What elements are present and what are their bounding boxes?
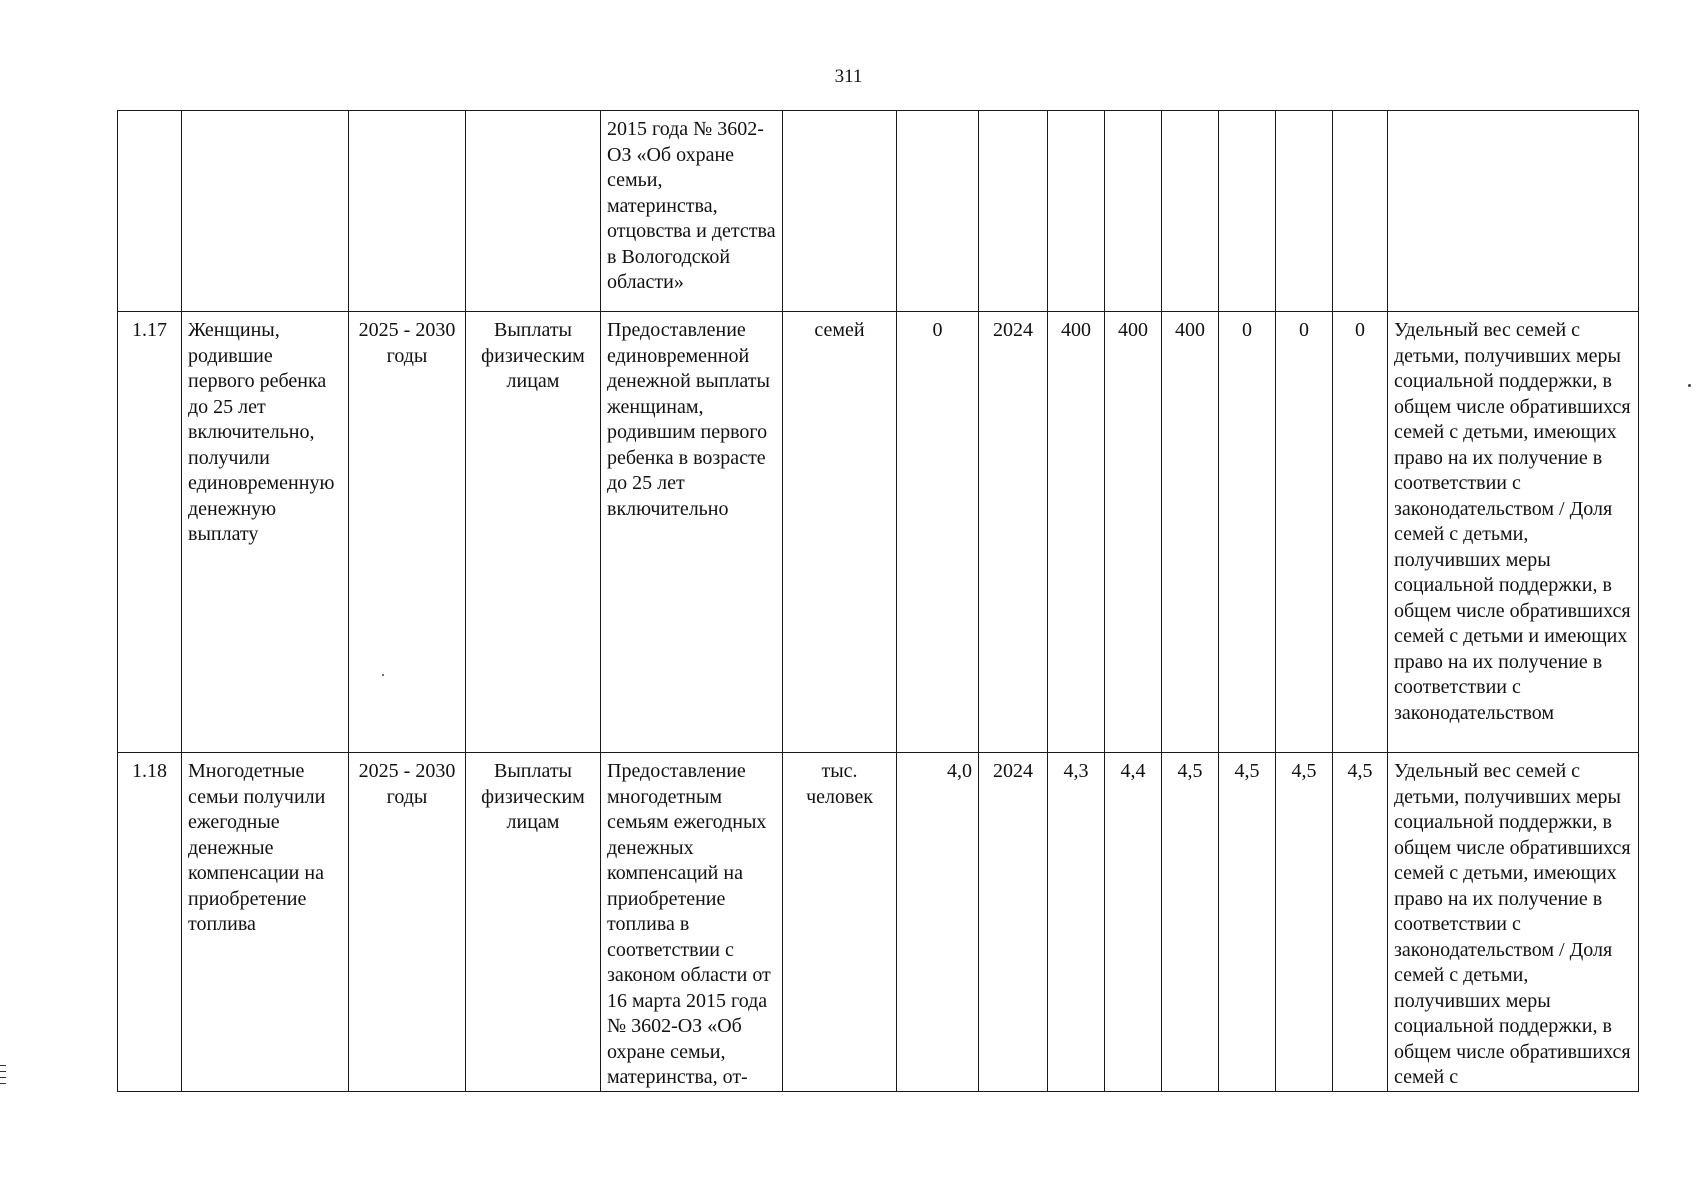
- scan-speck: [1688, 384, 1691, 387]
- cell-unit: семей: [783, 312, 897, 753]
- cell-indicator: Удельный вес семей с детьми, получивших меры социальной поддержки, в общем числе обратившихся семей с детьми, имеющих право на их получение в соответствии с законодательством / Доля семей с детьми, получивших меры социальной поддержки, в общем числе обратившихся семей с: [1388, 753, 1639, 1092]
- cell-base-year: 2024: [979, 312, 1048, 753]
- cell-value-2030: 0: [1333, 312, 1388, 753]
- cell-base-value: 4,0: [897, 753, 979, 1092]
- cell-period: 2025 - 2030 годы: [349, 753, 466, 1092]
- table-row: [118, 312, 1639, 753]
- cell-base-year: 2024: [979, 753, 1048, 1092]
- cell-id: 1.17: [118, 312, 182, 753]
- cell-value-2027: [1162, 111, 1219, 312]
- table-row: [118, 753, 1639, 1092]
- cell-indicator: Удельный вес семей с детьми, получивших меры социальной поддержки, в общем числе обратившихся семей с детьми, имеющих право на их получение в соответствии с законодательством / Доля семей с детьми, получивших меры социальной поддержки, в общем числе обратившихся семей с детьми и имеющих право на их получение в соответствии с законодательством: [1388, 312, 1639, 753]
- cell-value-2026: [1105, 111, 1162, 312]
- scan-edge-mark: [0, 1083, 6, 1084]
- cell-value-2030: [1333, 111, 1388, 312]
- cell-value-2026: 400: [1105, 312, 1162, 753]
- cell-type: Выплаты физическим лицам: [466, 753, 601, 1092]
- cell-description: Предоставление многодетным семьям ежегодных денежных компенсаций на приобретение топлива в соответствии с законом области от 16 марта 2015 года № 3602-ОЗ «Об охране семьи, материнства, от-: [601, 753, 783, 1092]
- table-row: [118, 111, 1639, 312]
- cell-result: [182, 111, 349, 312]
- cell-base-year: [979, 111, 1048, 312]
- cell-value-2029: 4,5: [1276, 753, 1333, 1092]
- cell-period: 2025 - 2030 годы: [349, 312, 466, 753]
- scan-edge-mark: [0, 1071, 6, 1072]
- cell-id: 1.18: [118, 753, 182, 1092]
- cell-value-2029: [1276, 111, 1333, 312]
- cell-value-2028: [1219, 111, 1276, 312]
- cell-value-2025: 4,3: [1048, 753, 1105, 1092]
- cell-period: [349, 111, 466, 312]
- cell-type: [466, 111, 601, 312]
- scan-edge-mark: [0, 1077, 6, 1078]
- cell-base-value: 0: [897, 312, 979, 753]
- cell-value-2025: [1048, 111, 1105, 312]
- cell-value-2028: 4,5: [1219, 753, 1276, 1092]
- cell-value-2027: 4,5: [1162, 753, 1219, 1092]
- cell-value-2029: 0: [1276, 312, 1333, 753]
- scan-speck: [382, 674, 384, 676]
- page-number: 311: [834, 66, 863, 87]
- cell-description: Предоставление единовременной денежной выплаты женщинам, родившим первого ребенка в возрасте до 25 лет включительно: [601, 312, 783, 753]
- cell-result: Многодетные семьи получили ежегодные денежные компенсации на приобретение топлива: [182, 753, 349, 1092]
- scan-edge-mark: [0, 1065, 6, 1066]
- cell-unit: тыс. человек: [783, 753, 897, 1092]
- cell-value-2028: 0: [1219, 312, 1276, 753]
- cell-indicator: [1388, 111, 1639, 312]
- cell-value-2030: 4,5: [1333, 753, 1388, 1092]
- cell-type: Выплаты физическим лицам: [466, 312, 601, 753]
- cell-value-2026: 4,4: [1105, 753, 1162, 1092]
- scan-edge-marks: [0, 1065, 6, 1089]
- cell-value-2025: 400: [1048, 312, 1105, 753]
- cell-unit: [783, 111, 897, 312]
- cell-value-2027: 400: [1162, 312, 1219, 753]
- cell-result: Женщины, родившие первого ребенка до 25 лет включительно, получили единовременную денежную выплату: [182, 312, 349, 753]
- measures-table: [117, 110, 1639, 1092]
- cell-description: 2015 года № 3602-ОЗ «Об охране семьи, материнства, отцовства и детства в Вологодской области»: [601, 111, 783, 312]
- cell-id: [118, 111, 182, 312]
- cell-base-value: [897, 111, 979, 312]
